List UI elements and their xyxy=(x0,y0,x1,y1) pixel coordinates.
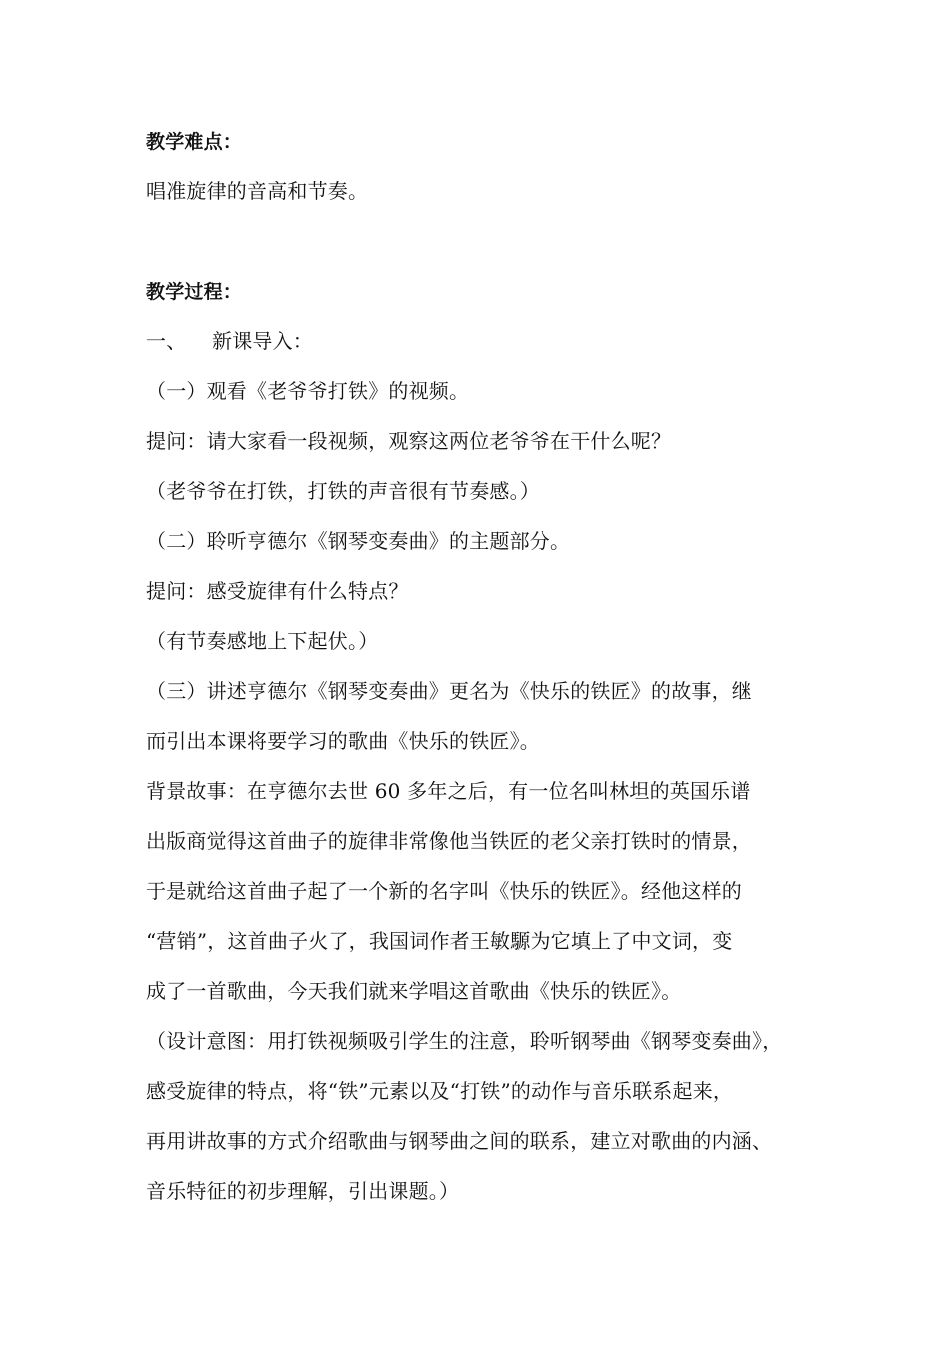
paragraph-line: （老爷爷在打铁，打铁的声音很有节奏感。） xyxy=(146,479,540,503)
paragraph-line: （有节奏感地上下起伏。） xyxy=(146,629,379,653)
paragraph-line: 提问：感受旋律有什么特点？ xyxy=(146,579,409,603)
difficulty-text: 唱准旋律的音高和节奏。 xyxy=(146,179,369,203)
section-title: 新课导入： xyxy=(212,329,313,353)
paragraph-line: 再用讲故事的方式介绍歌曲与钢琴曲之间的联系，建立对歌曲的内涵、 xyxy=(146,1129,773,1153)
paragraph-line: 而引出本课将要学习的歌曲《快乐的铁匠》。 xyxy=(146,729,540,753)
paragraph-line: （二）聆听亨德尔《钢琴变奏曲》的主题部分。 xyxy=(146,529,571,553)
paragraph-line: 感受旋律的特点，将“铁”元素以及“打铁”的动作与音乐联系起来， xyxy=(146,1079,734,1103)
section-number: 一、 xyxy=(146,329,187,353)
section-heading xyxy=(146,327,836,355)
process-heading: 教学过程： xyxy=(146,281,243,303)
paragraph-line: （三）讲述亨德尔《钢琴变奏曲》更名为《快乐的铁匠》的故事，继 xyxy=(146,679,752,703)
difficulty-heading: 教学难点： xyxy=(146,131,243,153)
paragraph-line: “营销”，这首曲子火了，我国词作者王敏騵为它填上了中文词，变 xyxy=(146,929,733,953)
paragraph-line: 成了一首歌曲，今天我们就来学唱这首歌曲《快乐的铁匠》。 xyxy=(146,979,682,1003)
paragraph-line: 提问：请大家看一段视频，观察这两位老爷爷在干什么呢？ xyxy=(146,429,672,453)
paragraph-line: 出版商觉得这首曲子的旋律非常像他当铁匠的老父亲打铁时的情景， xyxy=(146,829,752,853)
paragraph-line: （设计意图：用打铁视频吸引学生的注意，聆听钢琴曲《钢琴变奏曲》， xyxy=(146,1029,783,1053)
paragraph-line: （一）观看《老爷爷打铁》的视频。 xyxy=(146,379,470,403)
paragraph-line: 于是就给这首曲子起了一个新的名字叫《快乐的铁匠》。经他这样的 xyxy=(146,879,742,903)
paragraph-line: 背景故事：在亨德尔去世 60 多年之后，有一位名叫林坦的英国乐谱 xyxy=(146,779,751,803)
paragraph-line: 音乐特征的初步理解，引出课题。） xyxy=(146,1179,460,1203)
